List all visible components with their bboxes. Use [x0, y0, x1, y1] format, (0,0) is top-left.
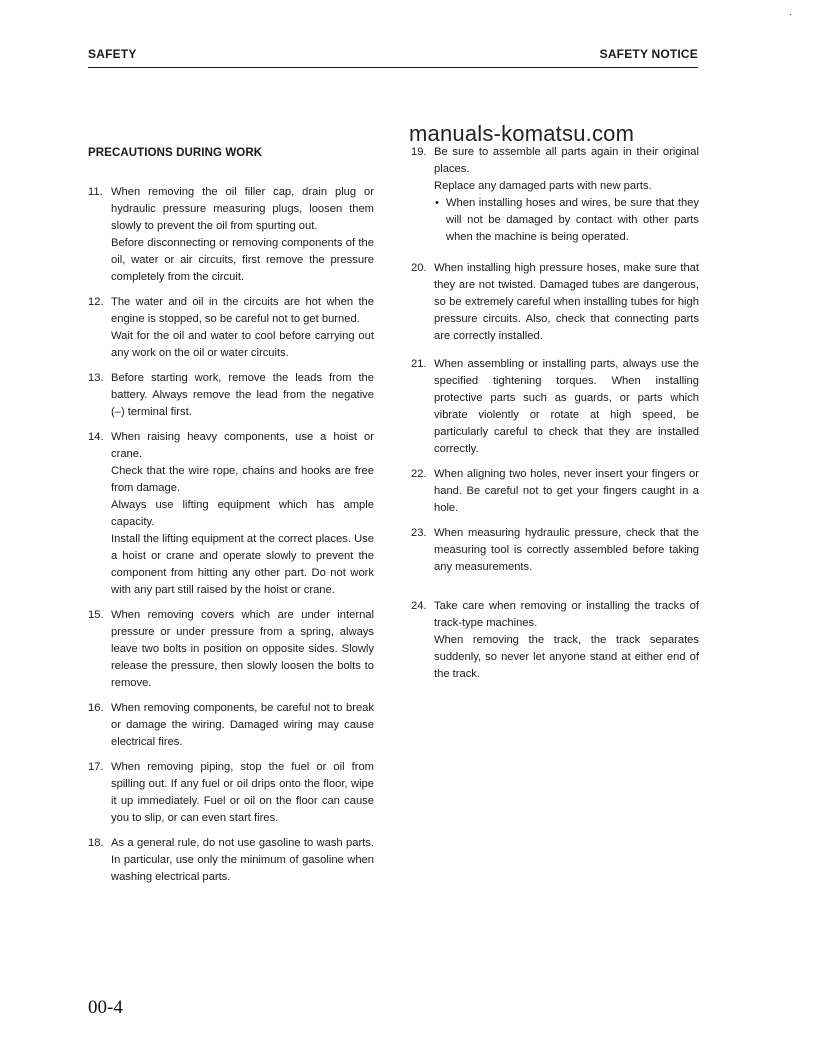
item-paragraph: When measuring hydraulic pressure, check that the measuring tool is correctly assembled before taking any measurements.: [434, 527, 699, 573]
item-paragraph: When aligning two holes, never insert your fingers or hand. Be careful not to get your fingers caught in a hole.: [434, 468, 699, 514]
item-paragraph: When removing covers which are under internal pressure or under pressure from a spring, always leave two bolts in position on opposite sides. Slowly release the pressure, then slowly loosen the bolts to remove.: [111, 609, 374, 689]
page-number: 00-4: [88, 997, 123, 1018]
precaution-item-13: [88, 370, 374, 421]
item-number: 20.: [411, 262, 427, 274]
precaution-item-21: [411, 356, 699, 458]
item-number: 22.: [411, 468, 427, 480]
item-number: 13.: [88, 372, 104, 384]
item-paragraph: Wait for the oil and water to cool before carrying out any work on the oil or water circuits.: [111, 330, 374, 359]
precaution-item-11: [88, 184, 374, 286]
item-number: 12.: [88, 296, 104, 308]
item-paragraph: When installing high pressure hoses, make sure that they are not twisted. Damaged tubes are dangerous, so be extremely careful when installing tubes for high pressure circuits. Also, check that connecting parts are correctly installed.: [434, 262, 699, 342]
page-header: [88, 47, 698, 68]
bullet-dot-icon: •: [435, 197, 439, 209]
item-paragraph: When removing piping, stop the fuel or oil from spilling out. If any fuel or oil drips onto the floor, wipe it up immediately. Fuel or oil on the floor can cause you to slip, or can even start fires.: [111, 761, 374, 824]
precaution-item-23: [411, 525, 699, 576]
item-paragraph: Install the lifting equipment at the correct places. Use a hoist or crane and operate slowly to prevent the component from hitting any other part. Do not work with any part still raised by the hoist or crane.: [111, 533, 374, 596]
item-paragraph: Replace any damaged parts with new parts.: [434, 180, 652, 192]
precaution-item-19: [411, 144, 699, 246]
item-number: 15.: [88, 609, 104, 621]
item-number: 11.: [88, 186, 103, 198]
item-number: 24.: [411, 600, 427, 612]
precaution-item-20: [411, 260, 699, 345]
item-paragraph: Before starting work, remove the leads from the battery. Always remove the lead from the negative (–) terminal first.: [111, 372, 374, 418]
precaution-item-15: [88, 607, 374, 692]
precaution-item-16: [88, 700, 374, 751]
item-paragraph: When removing the oil filler cap, drain plug or hydraulic pressure measuring plugs, loosen them slowly to prevent the oil from spurting out.: [111, 186, 374, 232]
item-paragraph: Take care when removing or installing the tracks of track-type machines.: [434, 600, 699, 629]
precaution-item-18: [88, 835, 374, 886]
item-paragraph: When removing the track, the track separates suddenly, so never let anyone stand at either end of the track.: [434, 634, 699, 680]
item-number: 16.: [88, 702, 104, 714]
bullet-point: [434, 195, 699, 246]
item-number: 18.: [88, 837, 104, 849]
right-column: [411, 144, 699, 691]
scan-mark: [790, 14, 791, 15]
precaution-item-12: [88, 294, 374, 362]
item-paragraph: Check that the wire rope, chains and hooks are free from damage.: [111, 465, 374, 494]
section-title: PRECAUTIONS DURING WORK: [88, 147, 263, 159]
header-section-label: SAFETY: [88, 47, 137, 61]
precaution-item-14: [88, 429, 374, 599]
header-notice-label: SAFETY NOTICE: [599, 47, 698, 61]
left-column: [88, 145, 374, 894]
item-number: 19.: [411, 146, 427, 158]
precaution-item-22: [411, 466, 699, 517]
bullet-text: When installing hoses and wires, be sure that they will not be damaged by contact with other parts when the machine is being operated.: [446, 197, 699, 243]
item-paragraph: Be sure to assemble all parts again in their original places.: [434, 146, 699, 175]
item-paragraph: Always use lifting equipment which has ample capacity.: [111, 499, 374, 528]
item-paragraph: When assembling or installing parts, always use the specified tightening torques. When installing protective parts such as guards, or parts which vibrate violently or rotate at high speed, be particularly careful to check that they are installed correctly.: [434, 358, 699, 455]
item-paragraph: When raising heavy components, use a hoist or crane.: [111, 431, 374, 460]
item-number: 21.: [411, 358, 427, 370]
item-paragraph: When removing components, be careful not to break or damage the wiring. Damaged wiring may cause electrical fires.: [111, 702, 374, 748]
item-number: 17.: [88, 761, 104, 773]
item-number: 14.: [88, 431, 104, 443]
item-paragraph: The water and oil in the circuits are hot when the engine is stopped, so be careful not to get burned.: [111, 296, 374, 325]
precaution-item-24: [411, 598, 699, 683]
precaution-item-17: [88, 759, 374, 827]
item-paragraph: Before disconnecting or removing components of the oil, water or air circuits, first remove the pressure completely from the circuit.: [111, 237, 374, 283]
item-paragraph: As a general rule, do not use gasoline to wash parts. In particular, use only the minimum of gasoline when washing electrical parts.: [111, 837, 374, 883]
item-number: 23.: [411, 527, 427, 539]
watermark: manuals-komatsu.com: [409, 121, 635, 146]
